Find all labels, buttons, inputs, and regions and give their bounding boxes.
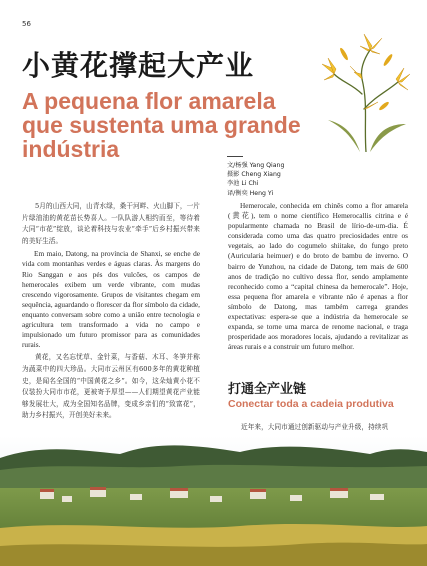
daylily-illustration (314, 24, 414, 152)
right-column (228, 201, 408, 354)
paragraph-pt: Hemerocale, conhecida em chinês como a flor amarela (黄花), tem o nome científico Hemerocallis citrina e é popularmente chamada no Brasil de lírio-de-um-dia. É considerada como uma das quatro preciosidades entre os vegetais, ao lado do cogumelo shiitake, do fungo preto (Auricularia heimuer) e do broto de bambu de inverno. O bairro de Yunzhou, na cidade de Datong, tem mais de 600 anos de tradição no cultivo dessa flor, sendo amplamente reconhecido como a “capital chinesa da hemerocale”. Hoje, essa pequena flor amarela e vibrante não é apenas a flor símbolo de Datong, mas também carrega grandes expectativas: espera-se que a indústria da hemerocale se expanda, se torne uma marca de renome nacional, e traga prosperidade aos moradores locais, ajudando a revitalizar as áreas rurais e a construir um futuro melhor. (228, 201, 408, 352)
paragraph-pt: Em maio, Datong, na província de Shanxi, se enche de vida com montanhas verdes e águas claras. Às margens do Rio Sanggan e aos pés dos vulcões, os campos de hemerocales exibem um verde vibrante, com mudas crescendo vigorosamente. Grupos de visitantes chegam em sequência, aguardando o florescer da flor símbolo da cidade, enquanto conversam sobre como a união entre tecnologia e agricultura tem transformado a vida no campo e impulsionado um futuro promissor para as comunidades rurais. (22, 249, 200, 350)
village-landscape-photo (0, 436, 427, 566)
section-first-line: 近年来，大同市通过创新驱动与产业升级，持续巩 (241, 423, 389, 431)
credit-line: 译/衡奕 Heng Yi (227, 189, 274, 197)
section-heading-zh: 打通全产业链 (228, 382, 307, 397)
author-credits (227, 156, 284, 198)
credit-line: 文/杨强 Yang Qiang (227, 162, 285, 169)
credit-line: 摄影 Cheng Xiang (227, 171, 281, 179)
page-number: 56 (22, 20, 31, 28)
paragraph-zh: 5月的山西大同，山青水绿，桑干河畔、火山脚下，一片片绿油油的黄花苗长势喜人。一队队游人相约而至，等待着大同“市花”绽放，谈论着科技与农业“牵手”后乡村振兴带来的美好生活。 (22, 202, 200, 245)
title-portuguese: A pequena flor amarela que sustenta uma grande indústria (22, 88, 301, 162)
credit-line: 李池 Li Chi (227, 180, 259, 188)
title-chinese: 小黄花撑起大产业 (22, 49, 255, 82)
paragraph-zh: 黄花，又名忘忧草、金针菜，与香菇、木耳、冬笋并称为蔬菜中的四大珍品。大同市云州区有600多年的黄花种植史，是闻名全国的“中国黄花之乡”。如今，这朵灿黄小花不仅装扮大同市市花，更被寄予厚望——人们期望黄花产业能够发展壮大，成为全国知名品牌，变成乡亲们的“致富花”，助力乡村振兴，开创美好未来。 (22, 353, 200, 420)
credits-rule (227, 156, 243, 157)
left-column (22, 201, 200, 424)
section-heading-pt: Conectar toda a cadeia produtiva (228, 398, 394, 410)
